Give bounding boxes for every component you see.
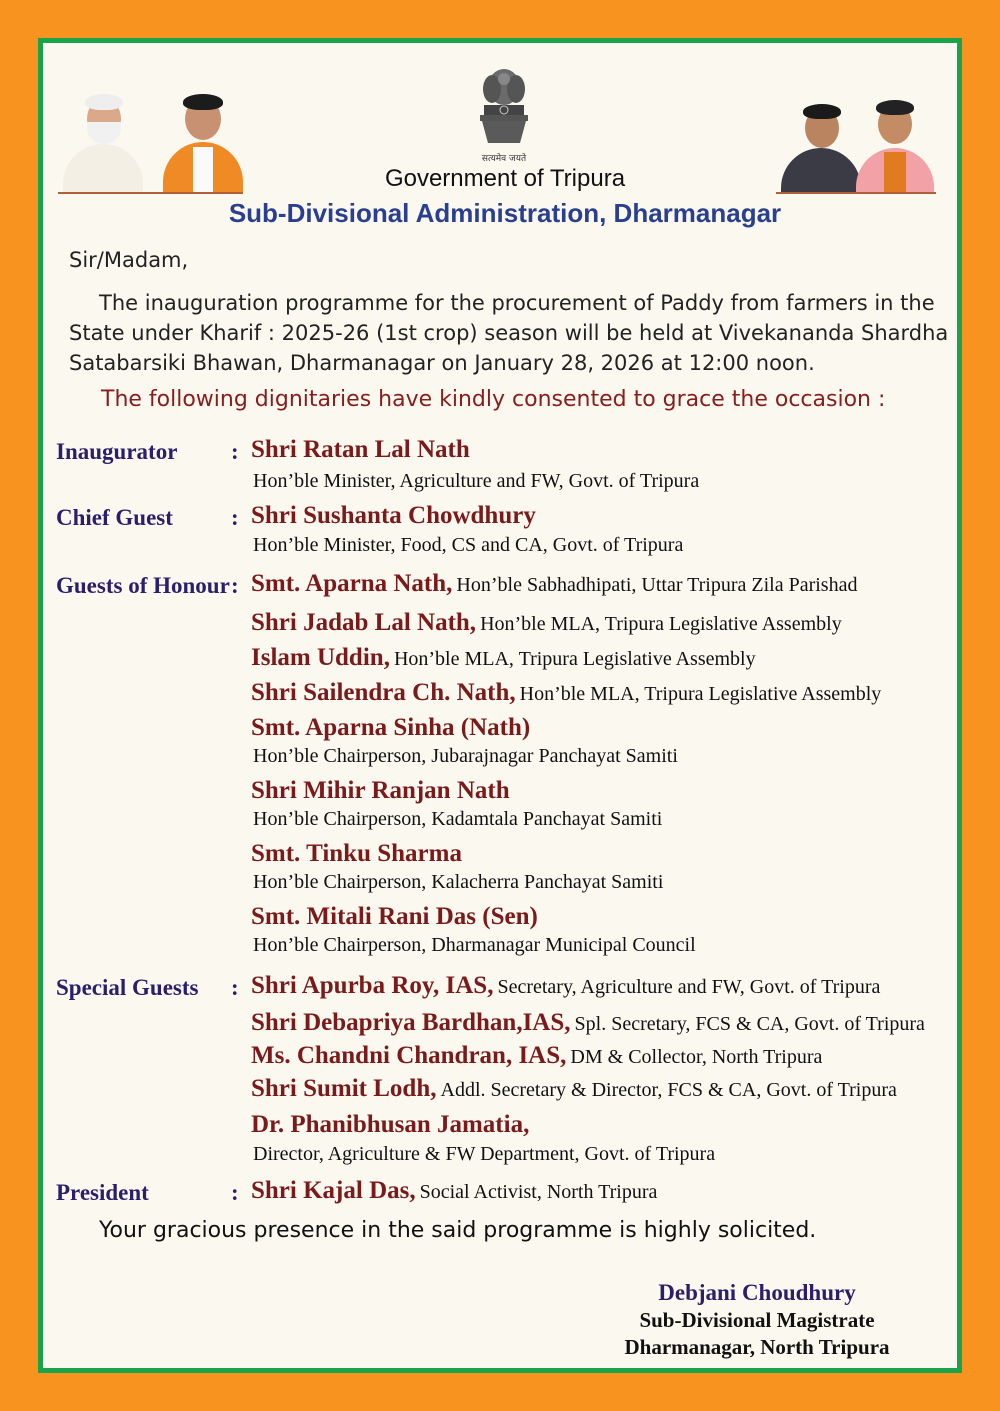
president-name: Shri Kajal Das, [251,1177,416,1204]
dignitaries-intro: The following dignitaries have kindly consented to grace the occasion : [101,387,886,412]
guest-of-honour-entry [251,903,538,931]
inaugurator-name: Shri Ratan Lal Nath [251,436,470,463]
inaugurator-entry [251,436,470,464]
government-title: Government of Tripura [384,165,626,192]
guest-designation: Hon’ble Chairperson, Kadamtala Panchayat Samiti [253,808,663,830]
inaugurator-designation: Hon’ble Minister, Agriculture and FW, Govt. of Tripura [253,470,700,492]
closing-line: Your gracious presence in the said programme is highly solicited. [99,1218,817,1243]
guest-name: Islam Uddin, [251,644,390,671]
guest-name: Smt. Tinku Sharma [251,840,462,867]
special-guest-name: Shri Debapriya Bardhan,IAS, [251,1009,571,1036]
special-guest-entry [251,1009,925,1037]
special-guest-name: Dr. Phanibhusan Jamatia, [251,1111,530,1138]
guest-of-honour-entry [251,777,510,805]
guest-of-honour-entry [251,644,756,672]
guest-name: Smt. Aparna Sinha (Nath) [251,714,531,741]
guest-name: Shri Sailendra Ch. Nath, [251,679,516,706]
guest-name: Shri Mihir Ranjan Nath [251,777,510,804]
guest-name: Smt. Mitali Rani Das (Sen) [251,903,538,930]
special-guest-designation: Addl. Secretary & Director, FCS & CA, Govt. of Tripura [440,1079,897,1101]
special-guest-designation: DM & Collector, North Tripura [570,1046,823,1068]
role-colon: : [231,439,239,464]
guest-designation: Hon’ble Chairperson, Kalacherra Panchayat Samiti [253,871,664,893]
emblem-motto: सत्यमेव जयते [481,154,527,164]
special-guest-name: Shri Apurba Roy, IAS, [251,972,494,999]
guest-designation: Hon’ble Chairperson, Jubarajnagar Panchayat Samiti [253,745,678,767]
role-inaugurator: Inaugurator [56,439,178,464]
guest-name: Smt. Aparna Nath, [251,570,453,597]
president-entry [251,1177,657,1205]
guest-designation: Hon’ble Sabhadhipati, Uttar Tripura Zila Parishad [456,574,858,596]
signatory-place: Dharmanagar, North Tripura [624,1335,890,1359]
special-guest-designation: Director, Agriculture & FW Department, Govt. of Tripura [253,1143,716,1165]
role-president: President [56,1180,149,1205]
invitation-paragraph: The inauguration programme for the procurement of Paddy from farmers in the State under Kharif : 2025-26 (1st crop) season will be held at Vivekananda Shardha Satabarsiki Bhawan, Dharmanagar on January 28, 2026 at 12:00 noon. [69,291,949,375]
signatory-name: Debjani Choudhury [658,1280,856,1305]
special-guest-entry [251,1075,897,1103]
chief-guest-entry [251,502,536,530]
role-colon: : [231,975,239,1000]
special-guest-name: Ms. Chandni Chandran, IAS, [251,1042,567,1069]
guest-of-honour-entry [251,714,530,742]
special-guest-designation: Secretary, Agriculture and FW, Govt. of Tripura [497,976,881,998]
role-chief-guest: Chief Guest [56,505,173,530]
guest-of-honour-entry [251,609,842,637]
guest-of-honour-entry [251,679,881,707]
national-emblem-icon [474,65,534,163]
special-guest-designation: Spl. Secretary, FCS & CA, Govt. of Tripura [574,1013,925,1035]
special-guest-entry [251,1042,822,1070]
guest-name: Shri Jadab Lal Nath, [251,609,477,636]
role-colon: : [231,573,239,598]
administration-title: Sub-Divisional Administration, Dharmanagar [228,198,782,228]
president-designation: Social Activist, North Tripura [419,1181,658,1203]
invitation-card [38,38,962,1373]
role-special-guests: Special Guests [56,975,199,1000]
salutation: Sir/Madam, [69,248,189,272]
signatory-title: Sub-Divisional Magistrate [639,1308,875,1332]
guest-designation: Hon’ble MLA, Tripura Legislative Assembly [519,683,882,705]
special-guest-entry [251,1111,529,1139]
guest-designation: Hon’ble MLA, Tripura Legislative Assembly [393,648,756,670]
guest-of-honour-entry [251,570,857,598]
chief-guest-designation: Hon’ble Minister, Food, CS and CA, Govt. of Tripura [253,534,684,556]
guest-of-honour-entry [251,840,462,868]
special-guest-name: Shri Sumit Lodh, [251,1075,437,1102]
guest-designation: Hon’ble Chairperson, Dharmanagar Municipal Council [253,934,696,956]
role-colon: : [231,1180,239,1205]
role-guests-of-honour: Guests of Honour [56,573,230,598]
role-colon: : [231,505,239,530]
special-guest-entry [251,972,880,1000]
guest-designation: Hon’ble MLA, Tripura Legislative Assembly [480,613,842,635]
chief-guest-name: Shri Sushanta Chowdhury [251,502,536,529]
